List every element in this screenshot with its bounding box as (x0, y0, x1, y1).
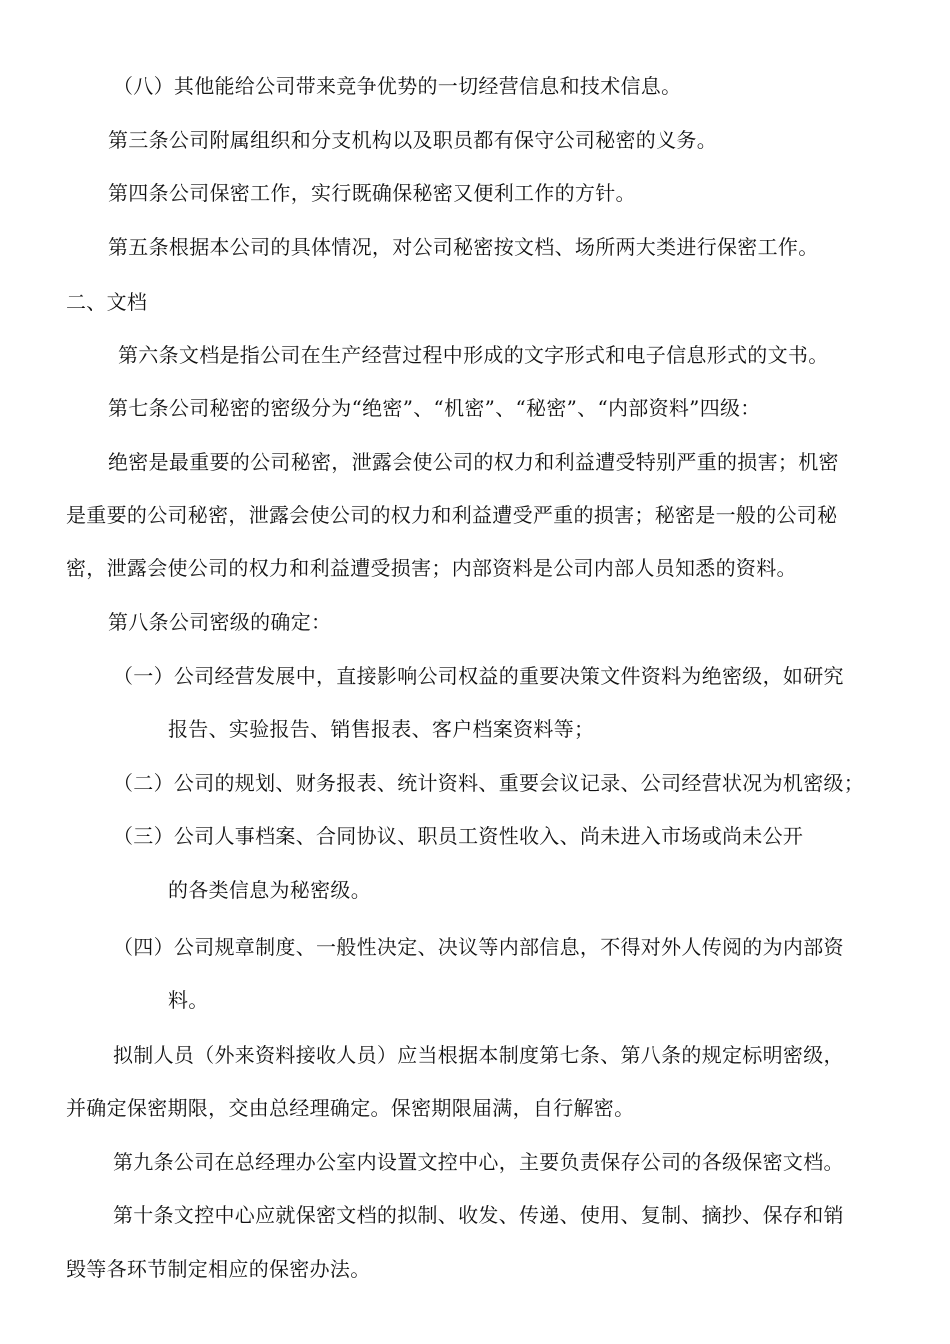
list-item-three: （三）公司人事档案、合同协议、职员工资性收入、尚未进入市场或尚未公开 (113, 824, 804, 848)
paragraph-line: 密，泄露会使公司的权力和利益遭受损害；内部资料是公司内部人员知悉的资料。 (66, 556, 797, 580)
article-3: 第三条公司附属组织和分支机构以及职员都有保守公司秘密的义务。 (108, 128, 717, 152)
article-10-cont: 毁等各环节制定相应的保密办法。 (66, 1257, 371, 1281)
paragraph-line: 绝密是最重要的公司秘密，泄露会使公司的权力和利益遭受特别严重的损害；机密 (108, 450, 839, 474)
article-8: 第八条公司密级的确定： (108, 610, 332, 634)
article-10: 第十条文控中心应就保密文档的拟制、收发、传递、使用、复制、摘抄、保存和销 (113, 1203, 844, 1227)
paragraph-line: 是重要的公司秘密，泄露会使公司的权力和利益遭受严重的损害；秘密是一般的公司秘 (66, 503, 838, 527)
article-7: 第七条公司秘密的密级分为“绝密”、“机密”、“秘密”、“内部资料”四级： (108, 396, 761, 420)
list-item-three-cont: 的各类信息为秘密级。 (168, 878, 371, 902)
article-6: 第六条文档是指公司在生产经营过程中形成的文字形式和电子信息形式的文书。 (118, 343, 829, 367)
list-item-two: （二）公司的规划、财务报表、统计资料、重要会议记录、公司经营状况为机密级； (113, 771, 865, 795)
list-item-one-cont: 报告、实验报告、销售报表、客户档案资料等； (168, 717, 595, 741)
list-item-four-cont: 料。 (168, 988, 209, 1012)
article-5: 第五条根据本公司的具体情况，对公司秘密按文档、场所两大类进行保密工作。 (108, 235, 819, 259)
list-item-four: （四）公司规章制度、一般性决定、决议等内部信息，不得对外人传阅的为内部资 (113, 935, 844, 959)
paragraph-line: 拟制人员（外来资料接收人员）应当根据本制度第七条、第八条的规定标明密级， (113, 1043, 844, 1067)
list-item-one: （一）公司经营发展中，直接影响公司权益的重要决策文件资料为绝密级，如研究 (113, 664, 844, 688)
article-4: 第四条公司保密工作，实行既确保秘密又便利工作的方针。 (108, 181, 636, 205)
paragraph-line: 并确定保密期限，交由总经理确定。保密期限届满，自行解密。 (66, 1096, 635, 1120)
article-9: 第九条公司在总经理办公室内设置文控中心，主要负责保存公司的各级保密文档。 (113, 1150, 844, 1174)
section-heading-documents: 二、文档 (66, 290, 148, 314)
list-item-eight: （八）其他能给公司带来竞争优势的一切经营信息和技术信息。 (113, 74, 682, 98)
